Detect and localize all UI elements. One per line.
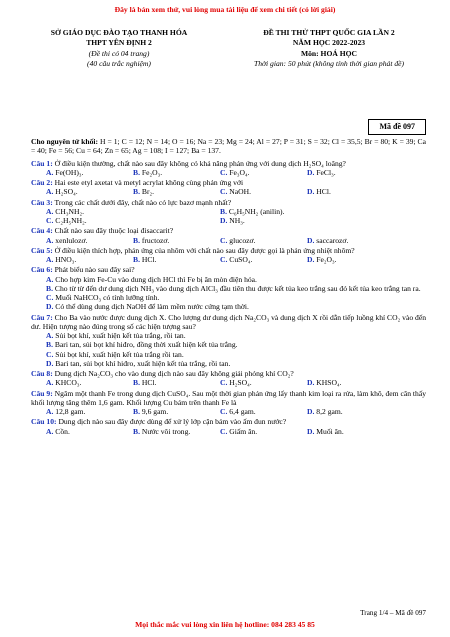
question-6 [31,265,426,311]
option-text: Fe₃O₄. [229,167,250,177]
option-letter: D. [307,407,315,416]
atomic-masses-label: Cho nguyên tử khối: [31,137,99,146]
option-letter: B. [133,167,140,177]
question-count-note: (40 câu trắc nghiệm) [87,58,151,68]
option-text: Bari tan, sủi bọt khí hiđro, xuất hiện kết tủa trắng, rồi tan. [55,358,231,368]
option-text: Sủi bọt khí, xuất hiện kết tủa trắng rồi tan. [55,349,184,359]
option-text: Muối ăn. [316,426,344,436]
question-stem [31,313,426,332]
option-letter: A. [46,378,54,388]
option-letter: C. [46,216,54,225]
hotline: Mọi thắc mắc vui lòng xin liên hệ hotline: 084 283 45 85 [135,620,315,629]
option-letter: D. [307,378,315,388]
answer-option[interactable] [220,168,307,177]
option-letter: D. [307,167,315,177]
option-row [31,378,426,387]
option-row [31,427,426,436]
question-10 [31,417,426,436]
option-letter: C. [220,407,228,416]
option-letter: B. [133,426,140,436]
option-text: HCl. [141,378,157,388]
question-8 [31,369,426,388]
preview-notice: Đây là bản xem thử, vui lòng mua tài liệu để xem chi tiết (có lời giải) [114,5,336,14]
option-text: CuSO₄. [229,255,253,264]
question-number: Câu 1: [31,158,53,168]
question-stem [31,265,426,274]
answer-option[interactable] [133,168,220,177]
option-text: Fe(OH)₃. [55,167,84,177]
option-letter: C. [46,349,54,359]
option-text: Fe₂O₃. [316,255,337,264]
answer-option[interactable] [220,236,307,245]
option-row [31,407,426,416]
question-4 [31,226,426,245]
question-list [31,137,426,436]
option-text: 6,4 gam. [229,407,256,416]
answer-option[interactable] [133,378,220,387]
option-text: Cồn. [55,426,70,436]
option-letter: C. [220,187,228,197]
option-letter: D. [307,426,315,436]
answer-option[interactable] [307,168,394,177]
question-9 [31,389,426,417]
option-letter: C. [46,293,54,302]
question-stem [31,198,426,207]
option-letter: C. [220,167,228,177]
option-text: HCl. [316,187,331,197]
option-text: NaOH. [229,187,252,197]
question-text: Cho Ba vào nước được dung dịch X. Cho lượng dư dung dịch Na₂CO₃ và dung dịch X rồi dẫn tiếp luồng khí CO₂ vào đến dư. Hiện tượng nào đúng trong số các hiện tượng sau? [31,312,426,331]
option-text: 12,8 gam. [55,407,86,416]
question-number: Câu 10: [31,417,57,427]
answer-option[interactable] [307,255,394,264]
option-letter: D. [307,255,315,264]
option-text: KHSO₄. [316,378,342,388]
option-row [31,207,426,216]
option-letter: A. [46,274,54,284]
answer-option[interactable] [31,293,426,302]
option-text: Br₂. [141,187,155,197]
answer-option[interactable] [307,427,394,436]
atomic-masses-text: H = 1; C = 12; N = 14; O = 16; Na = 23; Mg = 24; Al = 27; P = 31; S = 32; Cl = 35,5; Br = 80; K = 39; Ca = 40; Fe = 56; Cu = 64; Zn = 65; Ag = 108; I = 127; Ba = 137. [31,137,426,156]
question-text: Ngâm một thanh Fe trong dung dịch CuSO₄. Sau một thời gian phản ứng lấy thanh kim loại ra rửa, làm khô, đem cân thấy khối lượng tăng thêm 1,6 gam. Khối lượng Cu bám trên thanh Fe là [31,388,427,407]
option-letter: D. [46,302,54,312]
school-name: THPT YÊN ĐỊNH 2 [86,38,152,48]
option-letter: B. [133,378,140,388]
question-number: Câu 9: [31,388,53,398]
option-letter: C. [220,378,228,388]
option-text: FeCl₃. [316,167,336,177]
question-number: Câu 6: [31,265,53,275]
answer-option[interactable] [46,236,133,245]
option-letter: B. [133,235,140,245]
question-7 [31,313,426,369]
option-text: Muối NaHCO₃ có tính lưỡng tính. [55,293,160,302]
question-number: Câu 5: [31,245,53,255]
answer-option[interactable] [46,427,133,436]
option-letter: D. [307,187,315,197]
answer-option[interactable] [46,407,133,416]
option-text: saccarozơ. [316,235,349,245]
question-number: Câu 2: [31,178,53,187]
option-text: C₂H₅NH₂. [55,216,87,225]
question-2 [31,178,426,197]
subject: Môn: HOÁ HỌC [300,48,358,58]
atomic-masses [31,137,426,156]
page-footer: Trang 1/4 – Mã đề 097 [360,609,426,617]
question-text: Ở điều kiện thích hợp, phản ứng của nhôm với chất nào sau đây được gọi là phản ứng nhiệt nhôm? [54,245,355,255]
question-stem [31,159,426,168]
exam-code-box: Mã đề 097 [368,119,426,135]
option-letter: B. [220,206,227,216]
answer-option[interactable] [307,236,394,245]
option-text: HNO₃. [55,255,77,264]
answer-option[interactable] [133,427,220,436]
option-letter: D. [46,358,54,368]
question-3 [31,198,426,226]
question-number: Câu 3: [31,197,53,207]
option-row [31,255,426,264]
department-name: SỞ GIÁO DỤC ĐÀO TẠO THANH HÓA [50,28,188,37]
option-row [31,187,426,196]
question-stem [31,417,426,426]
option-letter: A. [46,206,54,216]
option-letter: B. [46,340,53,350]
option-letter: D. [220,216,228,225]
question-text: Trong các chất dưới đây, chất nào có lực bazơ mạnh nhất? [54,197,232,207]
option-letter: B. [133,407,140,416]
option-letter: A. [46,167,54,177]
option-letter: D. [307,235,315,245]
answer-option[interactable] [31,275,426,284]
exam-title: ĐỀ THI THỬ THPT QUỐC GIA LẦN 2 [263,28,395,37]
option-text: C₆H₅NH₂ (anilin). [228,206,285,216]
option-letter: B. [133,255,140,264]
option-letter: B. [133,187,140,197]
time-limit: Thời gian: 50 phút (không tính thời gian phát đề) [253,58,405,68]
question-text: Phát biểu nào sau đây sai? [54,265,135,275]
option-text: Sủi bọt khí, xuất hiện kết tủa trắng, rồi tan. [55,331,186,340]
answer-option[interactable] [31,340,426,349]
option-letter: A. [46,331,54,340]
question-1 [31,159,426,178]
option-letter: A. [46,187,54,197]
option-text: Nước vôi trong. [141,426,191,436]
question-text: Chất nào sau đây thuộc loại đisaccarit? [54,226,174,236]
header-right [224,28,434,69]
answer-option[interactable] [46,168,133,177]
answer-option[interactable] [31,284,426,293]
option-text: Fe₂O₃. [141,167,163,177]
answer-option[interactable] [220,427,307,436]
answer-option[interactable] [307,378,394,387]
option-letter: A. [46,407,54,416]
question-stem [31,389,426,408]
option-letter: C. [220,426,228,436]
option-text: Cho hợp kim Fe-Cu vào dung dịch HCl thì Fe bị ăn mòn điện hóa. [55,274,257,284]
answer-option[interactable] [133,187,220,196]
option-row [31,216,426,225]
question-number: Câu 7: [31,312,53,322]
option-text: glucozơ. [229,235,256,245]
question-stem [31,178,426,187]
option-text: KHCO₃. [55,378,82,388]
answer-option[interactable] [307,187,394,196]
option-letter: C. [220,255,228,264]
answer-option[interactable] [220,207,394,216]
question-text: Dung dịch nào sau đây được dùng để xử lý lớp cặn bám vào ấm đun nước? [58,417,287,427]
option-letter: A. [46,235,54,245]
option-text: NH₃. [229,216,245,225]
option-text: 8,2 gam. [316,407,343,416]
option-letter: C. [220,235,228,245]
answer-option[interactable] [220,255,307,264]
option-row [31,168,426,177]
option-text: H₂SO₄. [55,187,78,197]
answer-option[interactable] [46,207,220,216]
school-year: NĂM HỌC 2022-2023 [292,38,366,48]
answer-option[interactable] [220,378,307,387]
option-text: H₂SO₄. [229,378,252,388]
option-text: HCl. [141,255,157,264]
answer-option[interactable] [46,378,133,387]
answer-option[interactable] [31,350,426,359]
option-text: Bari tan, sủi bọt khí hiđro, đồng thời xuất hiện kết tủa trắng. [54,340,238,350]
answer-option[interactable] [133,407,220,416]
option-letter: A. [46,426,54,436]
answer-option[interactable] [133,236,220,245]
option-letter: A. [46,255,54,264]
option-text: Giấm ăn. [229,426,258,436]
option-text: Cho từ từ đến dư dung dịch NH₃ vào dung dịch AlCl₃ đầu tiên thu được kết tủa keo trắng sau đó kết tủa keo trắng tan ra. [54,283,421,293]
answer-option[interactable] [46,187,133,196]
page-count-note: (Đề thi có 04 trang) [88,48,150,58]
option-row [31,236,426,245]
option-text: 9,6 gam. [141,407,169,416]
question-number: Câu 8: [31,369,53,378]
option-text: fructozơ. [141,235,170,245]
answer-option[interactable] [31,359,426,368]
answer-option[interactable] [133,255,220,264]
option-text: Có thể dùng dung dịch NaOH để làm mềm nước cứng tạm thời. [55,302,249,312]
answer-option[interactable] [220,187,307,196]
answer-option[interactable] [31,302,426,311]
question-number: Câu 4: [31,226,53,236]
answer-option[interactable] [46,216,220,225]
option-text: xenlulozơ. [55,235,88,245]
answer-option[interactable] [307,407,394,416]
answer-option[interactable] [31,331,426,340]
question-text: Dung dịch Na₂CO₃ cho vào dung dịch nào sau đây không giải phóng khí CO₂? [54,369,294,378]
answer-option[interactable] [220,216,394,225]
answer-option[interactable] [220,407,307,416]
question-stem [31,226,426,235]
option-text: CH₃NH₂. [55,206,85,216]
question-stem [31,369,426,378]
question-text: Ở điều kiện thường, chất nào sau đây không có khả năng phản ứng với dung dịch H₂SO₄ loãng? [54,158,346,168]
answer-option[interactable] [46,255,133,264]
question-text: Hai este etyl axetat và metyl acrylat không cùng phản ứng với [54,178,244,187]
question-stem [31,246,426,255]
option-letter: B. [46,283,53,293]
question-5 [31,246,426,265]
header-left [24,28,214,69]
